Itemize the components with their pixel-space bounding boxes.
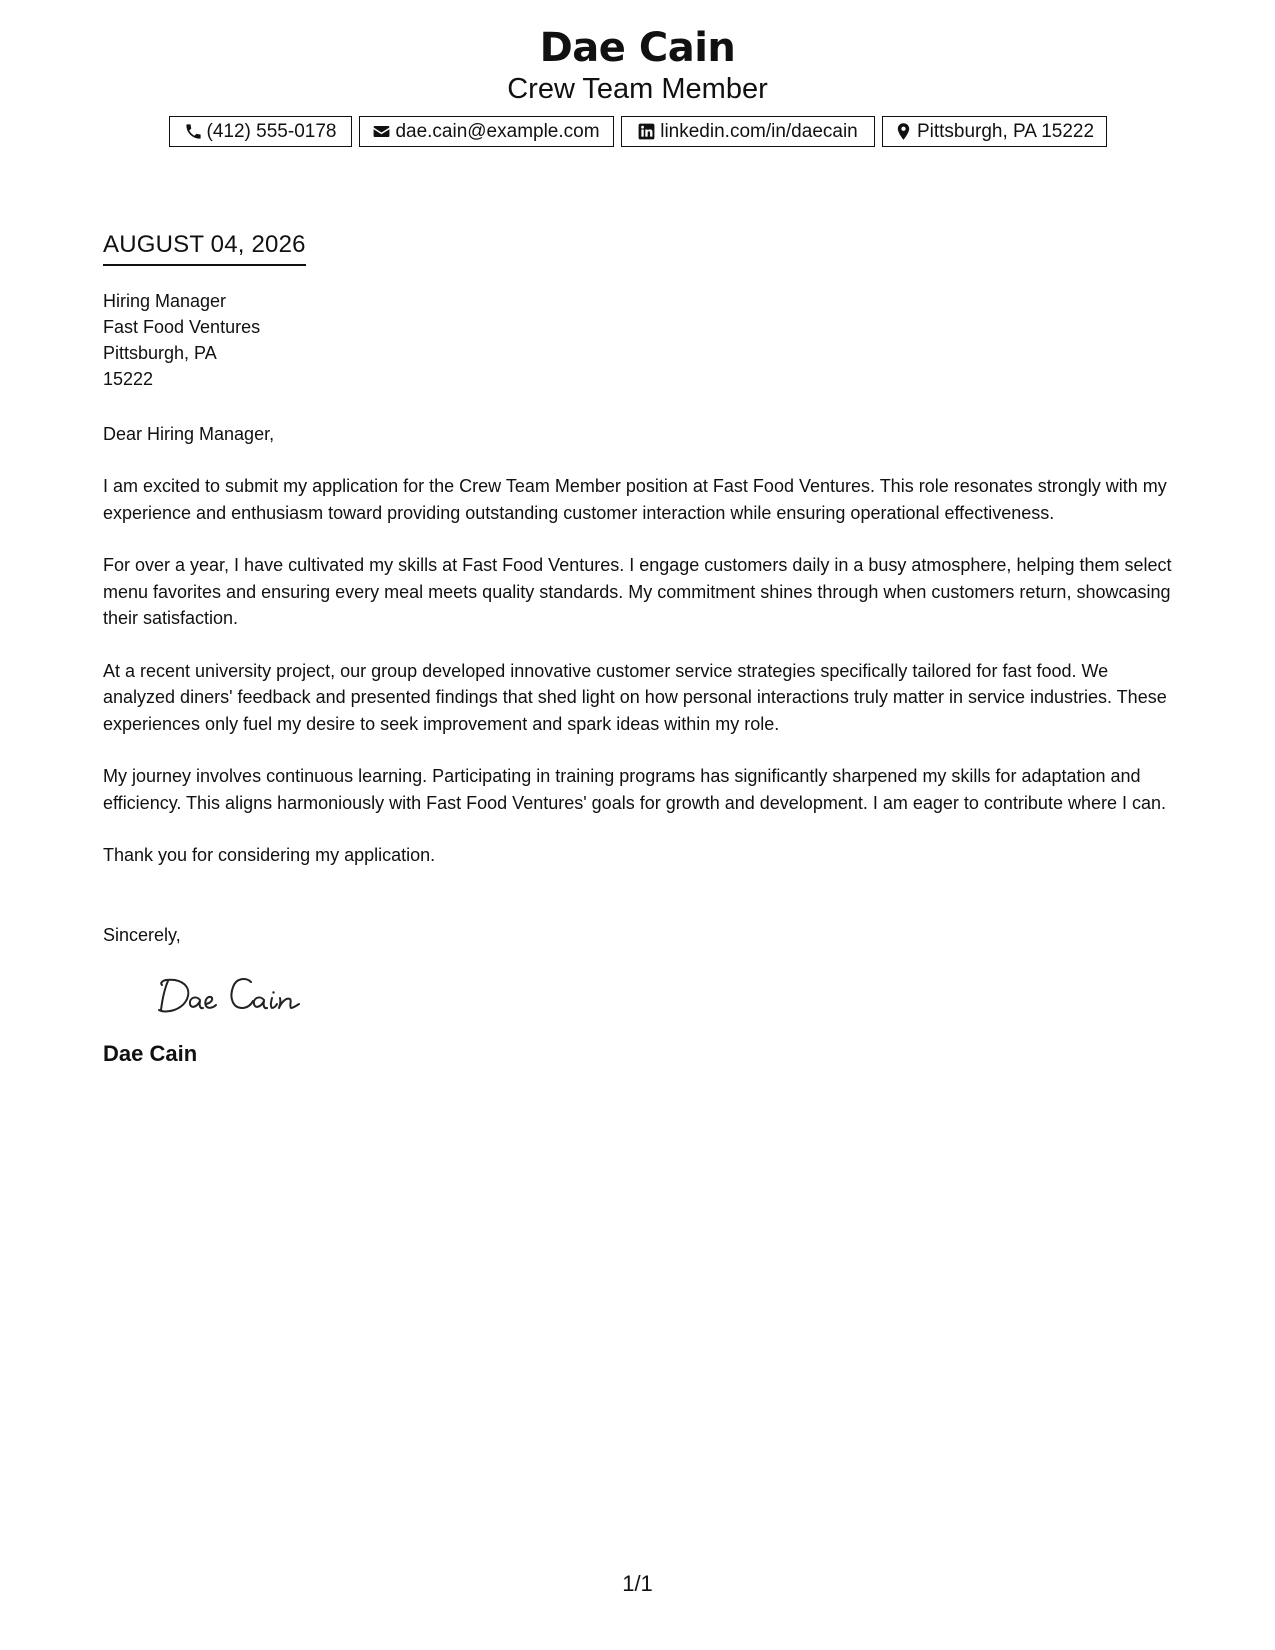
body-paragraph: At a recent university project, our group developed innovative customer service strategies specifically tailored for fast food. We analyzed diners' feedback and presented findings that shed light on how personal interactions truly matter in service industries. These experiences only fuel my desire to seek improvement and spark ideas within my role. [103,660,1167,734]
page-number: 1/1 [622,1571,653,1596]
body-paragraph: My journey involves continuous learning. Participating in training programs has significantly sharpened my skills for adaptation and efficiency. This aligns harmoniously with Fast Food Ventures' goals for growth and development. I am eager to contribute where I can. [103,766,1167,813]
map-pin-icon [894,122,913,141]
letter-header [0,22,1275,147]
contact-linkedin[interactable] [621,116,875,147]
applicant-role: Crew Team Member [507,73,768,105]
body-paragraph: I am excited to submit my application for the Crew Team Member position at Fast Food Ventures. This role resonates strongly with my experience and enthusiasm toward providing outstanding customer interaction while ensuring operational effectiveness. [103,476,1167,523]
letter-body [103,230,1178,1068]
closing: Sincerely, [103,924,181,945]
email-text: dae.cain@example.com [395,120,600,142]
recipient-line: Pittsburgh, PA [103,343,217,363]
letter-date: AUGUST 04, 2026 [103,230,306,266]
phone-text: (412) 555-0178 [206,120,337,142]
recipient-address [103,288,1178,392]
envelope-icon [372,122,391,141]
salutation: Dear Hiring Manager, [103,424,275,444]
recipient-line: Hiring Manager [103,291,227,311]
recipient-line: Fast Food Ventures [103,317,261,337]
applicant-name: Dae Cain [539,25,736,71]
linkedin-icon [637,122,656,141]
contact-email[interactable] [359,116,614,147]
contact-location[interactable] [882,116,1107,147]
body-paragraph: Thank you for considering my application. [103,845,436,865]
body-paragraph: For over a year, I have cultivated my skills at Fast Food Ventures. I engage customers daily in a busy atmosphere, helping them select menu favorites and ensuring every meal meets quality standards. My commitment shines through when customers return, showcasing their satisfaction. [103,555,1172,628]
recipient-line: 15222 [103,369,154,389]
location-text: Pittsburgh, PA 15222 [916,120,1095,142]
linkedin-text: linkedin.com/in/daecain [660,120,858,142]
phone-icon [184,122,203,141]
handwritten-signature [156,970,1178,1020]
contact-phone[interactable] [169,116,352,147]
signer-name: Dae Cain [103,1040,198,1066]
contact-bar [0,116,1275,147]
signature-drawing [156,970,316,1018]
